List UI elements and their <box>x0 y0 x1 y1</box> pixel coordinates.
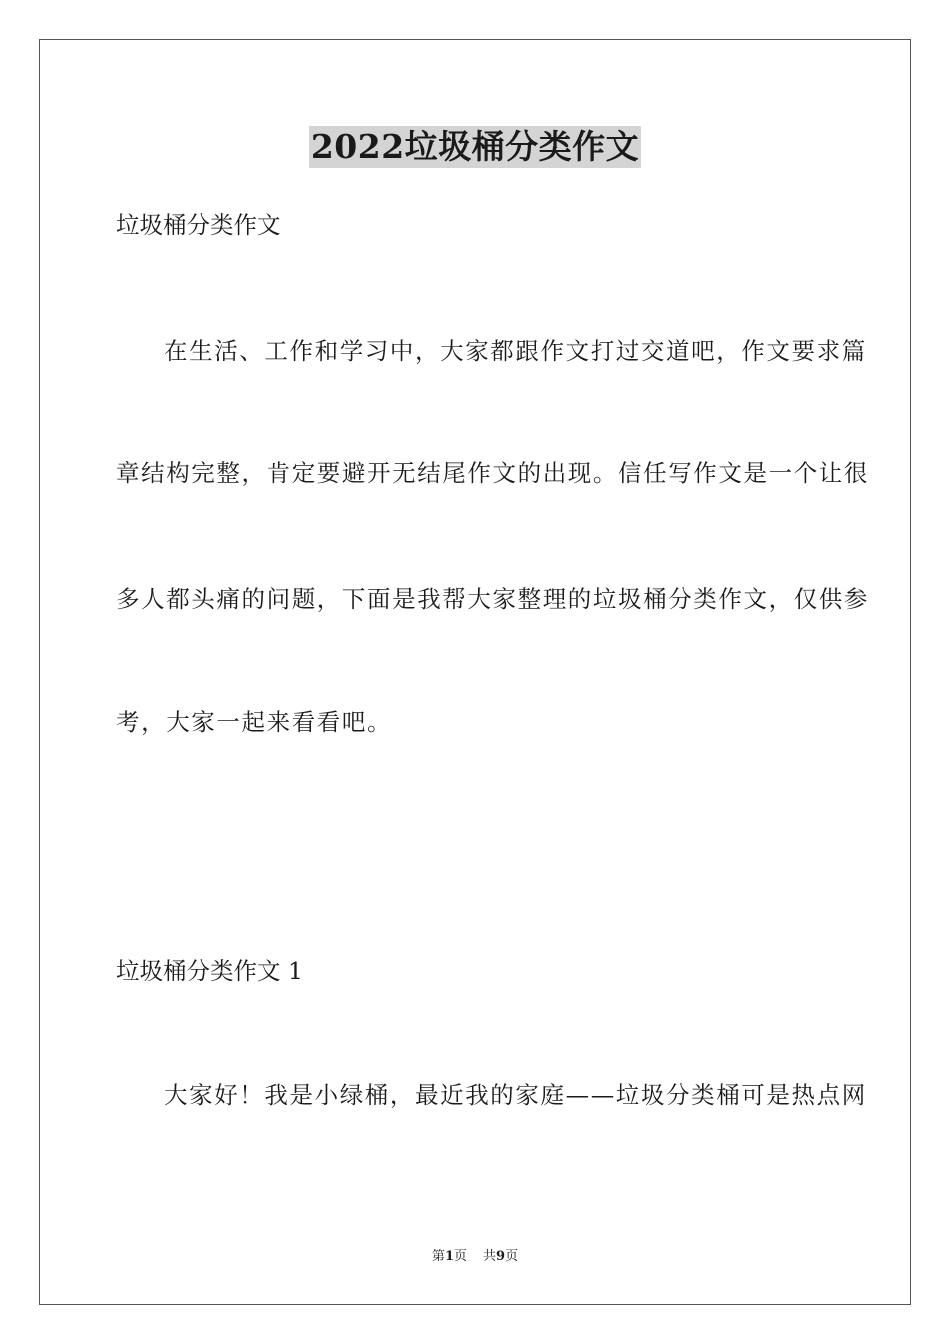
page-footer <box>0 1248 950 1266</box>
intro-line-2: 章结构完整，肯定要避开无结尾作文的出现。信任写作文是一个让很 <box>116 459 869 487</box>
intro-line-3: 多人都头痛的问题，下面是我帮大家整理的垃圾桶分类作文，仅供参 <box>116 585 869 613</box>
footer-total-prefix: 共 <box>483 1249 497 1264</box>
footer-total-suffix: 页 <box>505 1249 519 1264</box>
document-title: 2022垃圾桶分类作文 <box>310 127 640 166</box>
intro-line-4: 考，大家一起来看看吧。 <box>116 708 393 736</box>
document-heading: 垃圾桶分类作文 <box>116 211 281 239</box>
footer-page-number: 1 <box>444 1249 454 1264</box>
title-container <box>0 126 950 168</box>
section-line-1: 大家好！我是小绿桶，最近我的家庭——垃圾分类桶可是热点网 <box>164 1081 867 1109</box>
section-heading: 垃圾桶分类作文 1 <box>116 957 303 985</box>
footer-page-prefix: 第 <box>431 1249 445 1264</box>
footer-page-suffix: 页 <box>453 1249 467 1264</box>
footer-total-pages: 9 <box>496 1249 506 1264</box>
intro-line-1: 在生活、工作和学习中，大家都跟作文打过交道吧，作文要求篇 <box>164 337 867 365</box>
